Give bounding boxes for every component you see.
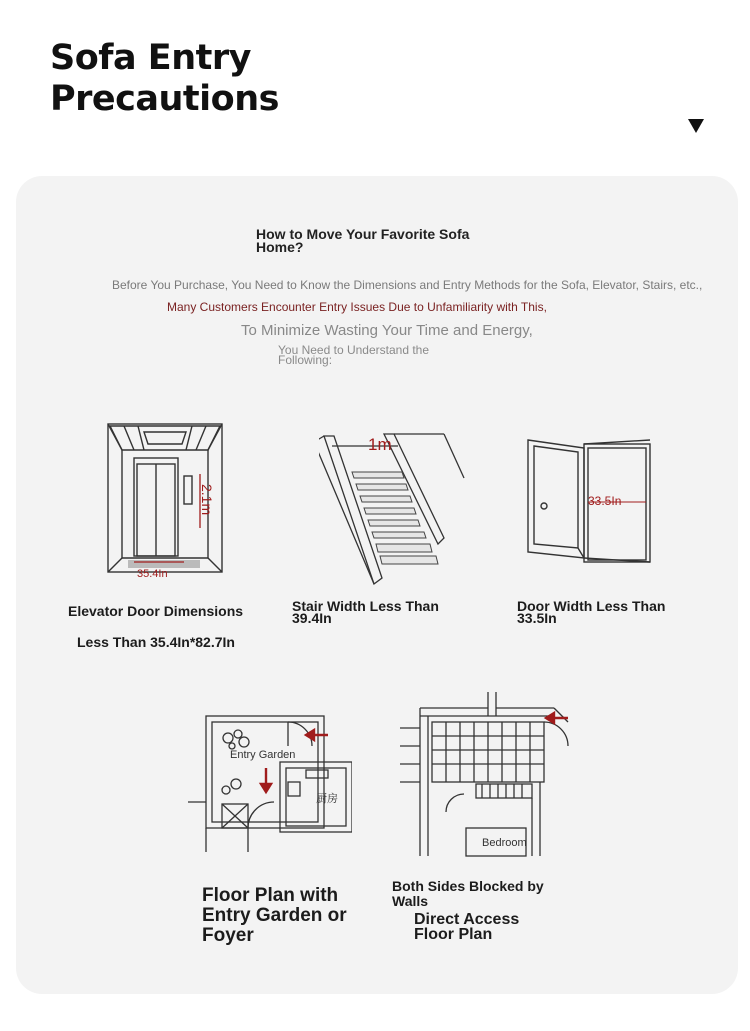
intro-text-1: Before You Purchase, You Need to Know the Dimensions and Entry Methods for the Sofa, Elevator, Stairs, etc., [112,278,703,292]
bedroom-label: Bedroom [482,837,527,849]
floor-plan-1-caption-2: Entry Garden or [202,905,347,926]
stairs-caption [292,600,439,624]
intro-text-3: To Minimize Wasting Your Time and Energy, [241,322,533,339]
stairs-caption-1: Stair Width Less Than [292,598,439,614]
intro-headline-line-2: Home? [256,239,304,255]
title-line-1: Sofa Entry [50,38,251,78]
elevator-height-label: 2.1m [199,484,215,516]
stairs-width-label: 1m [368,435,392,454]
title-line-2: Precautions [50,79,279,119]
floor-plan-2-caption-1a: Both Sides Blocked by [392,878,544,894]
floor-plan-icon [188,712,352,860]
door-caption-1: Door Width Less Than [517,598,666,614]
floor-plan-1-caption-3: Foyer [202,925,254,946]
intro-headline [256,228,469,254]
floor-plan-1-caption-1: Floor Plan with [202,885,339,906]
elevator-caption-1: Elevator Door Dimensions [68,603,244,619]
kitchen-label: 厨房 [316,793,338,805]
door-icon [522,434,662,574]
page-title [50,38,279,120]
stairs-icon [294,428,466,590]
door-caption-2: 33.5In [517,610,557,626]
floor-plan-2-caption-1 [392,879,544,909]
door-caption [517,600,665,624]
intro-text-4b: Following: [278,353,333,367]
intro-text-2: Many Customers Encounter Entry Issues Due to Unfamiliarity with This, [167,300,547,314]
floor-plan-2-caption-2b: Floor Plan [414,926,493,943]
floor-plan-2-caption-2 [414,912,519,942]
elevator-icon [104,420,226,580]
info-card [16,176,738,994]
intro-text-4a: You Need to Understand the [278,343,430,357]
elevator-width-label: 35.4In [137,568,168,580]
entry-garden-label: Entry Garden [230,749,296,761]
door-width-label: 33.5In [588,494,622,508]
floor-plan-1-caption [202,886,347,946]
floor-plan-2-icon [396,688,586,858]
intro-headline-line-1: How to Move Your Favorite Sofa [256,226,470,242]
stairs-caption-2: 39.4In [292,610,332,626]
triangle-down-icon[interactable] [687,118,705,134]
floor-plan-2-caption-1b: Walls [392,893,429,909]
floor-plan-2-caption-2a: Direct Access [414,911,520,928]
elevator-caption-2: Less Than 35.4In*82.7In [77,634,235,650]
intro-text-4 [278,345,429,365]
